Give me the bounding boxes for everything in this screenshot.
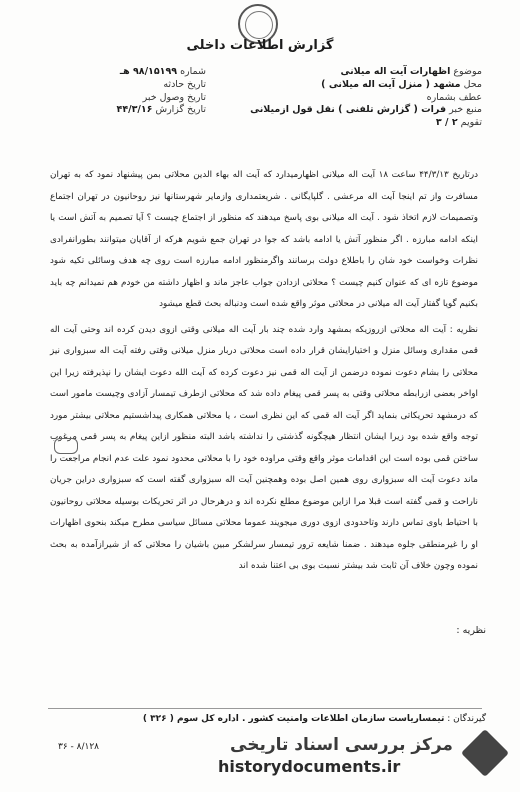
calendar-value: ۲ / ۳ [435, 117, 458, 129]
body-paragraph-2: نظریه : آیت اله محلاتی ازروزیکه بمشهد وارد شده چند بار آیت اله میلانی وقتی ازوی دیدن کرده اند وحتی آیت اله قمی مقداری وسائل منزل و اختیارایشان قرار داده است محلاتی دربار منزل میلانی وقتی رفته آیت اله سبزواری نیز محلاتی را بشام دعوت نموده درضمن از آیت اله قمی نیز دعوت کرده که آیت الله دعوت ایشان را نپذیرفته زیرا این اواخر بعضی ازرابطه محلاتی وقتی به پسر قمی پیغام داده شد که محلاتی ازطرف تیمسار آزادی وچیست مامور است که درمشهد تحریکاتی بنماید اگر آیت اله قمی که این نظری است ، یا محلاتی همکاری پیداشستیم محلاتی بیشتر مورد توجه واقع شده بود زیرا ایشان انتظار هیچگونه گذشتی را نداشته باشد البته منظور ازاین پیغام به پسر قمی مرغوب ساختن قمی بوده است این اقدامات موثر واقع وقتی مراوده خود را با محلاتی محدود نمود علت عدم انجام مراجعت را ماند دعوت آیت اله سبزواری روی همین اصل بوده وهمچنین آیت اله سبزواری گفته است که سبزواری دراین جریان ناراحت و قمی گفته است قبلا مرا ازاین موضوع مطلع نکرده اند و درهرحال در اثر تحریکات بوسیله محلاتی روحانیون با احتیاط باوی تماس دارند وتاحدودی ازوی دوری میجویند عموما محلاتی مسائل سیاسی مطرح میکند بنحوی اظهارات او را غیرمنطقی جلوه میدهند . ضمنا شایعه ترور تیمسار سرلشکر مبین باشیان را محلاتی که از شیرازآمده به بحث نموده وچون خلاف آن ثابت شد بیشتر نسبت بوی بی اعتنا شده اند [50, 324, 478, 571]
header-row-reference [282, 92, 482, 105]
header-row-location [282, 79, 482, 92]
footer-number: ۳۶ - ۸/۱۲۸ [58, 742, 100, 752]
source-label: منبع خبر [449, 104, 482, 116]
body-paragraph-1: درتاریخ ۴۴/۳/۱۳ ساعت ۱۸ آیت اله میلانی اظهارمیدارد که آیت اله بهاء الدین محلاتی بمن پیشنهاد نمود که به تهران مسافرت واز تم اینجا آیت اله مرعشی . گلپایگانی . شریعتمداری وازمایر شهرستانها نیز روحانیون در تهران اجتماع وتصمیمات لازم اتخاذ شود . آیت اله میلانی بوی پاسخ میدهند که منظور از اجتماع چیست ؟ آیا تصمیم به آتش است یا اینکه ادامه مبارزه . اگر منظور آتش یا ادامه باشد که جوا در تهران جمع شویم هرکه از آقایان میتوانند بطورانفرادی نظرات وخواست خود شان را باطلاع دولت برسانند واگرمنظور ادامه مبارزه است روی چه هدف وسائلی تکیه شود موضوع تازه ای که عنوان کنیم چیست ؟ محلاتی ازدادن جواب عاجز ماند و اظهار داشته من خودم هم نمیدانم چه باید بکنیم گویا گفتار آیت اله میلانی در محلاتی موثر واقع شده است ودنباله بحث قطع میشود [50, 170, 479, 309]
incident-date-label: تاریخ حادثه [163, 78, 206, 90]
report-date-value: ۴۴/۳/۱۶ [116, 104, 153, 116]
subject-value: اظهارات آیت اله میلانی [340, 66, 451, 77]
subject-label: موضوع [453, 66, 482, 77]
number-value: ۹۸/۱۵۱۹۹ هـ [119, 66, 178, 77]
header-row-calendar [282, 117, 482, 130]
report-date-label: تاریخ گزارش [155, 104, 206, 116]
header-row-source [250, 104, 482, 117]
margin-stamp-icon [54, 438, 78, 454]
header-left-block [56, 66, 206, 117]
receivers-value: تیمساریاست سازمان اطلاعات وامنیت کشور . اداره کل سوم ( ۳۲۶ ) [142, 714, 445, 724]
source-value: فرات ( گزارش تلفنی ) نقل قول ازمیلانی [250, 104, 447, 116]
reference-label: عطف بشماره [426, 91, 482, 103]
header-row-subject [282, 66, 482, 79]
header-row-number [56, 66, 206, 79]
calendar-label: تقویم [460, 117, 482, 129]
watermark-brand: مرکز بررسی اسناد تاریخی [230, 735, 453, 755]
receipt-date-label: تاریخ وصول خبر [142, 91, 206, 103]
document-title: گزارش اطلاعات داخلی [186, 38, 334, 53]
location-label: محل [463, 78, 482, 90]
archive-logo-icon [461, 729, 509, 777]
header-row-incident-date [56, 79, 206, 92]
analysis-label: نظریه : [456, 625, 486, 636]
location-value: مشهد ( منزل آیت اله میلانی ) [321, 78, 461, 90]
seal-inner-ring [245, 11, 273, 39]
header-row-report-date [56, 104, 206, 117]
report-body [50, 165, 478, 578]
receivers-label: گیرندگان : [447, 714, 486, 724]
number-label: شماره [180, 66, 206, 77]
footer-divider [48, 708, 482, 709]
header-row-receipt-date [56, 92, 206, 105]
header-right-block [250, 66, 482, 130]
watermark-url: historydocuments.ir [218, 757, 401, 776]
receivers-line [46, 714, 486, 724]
